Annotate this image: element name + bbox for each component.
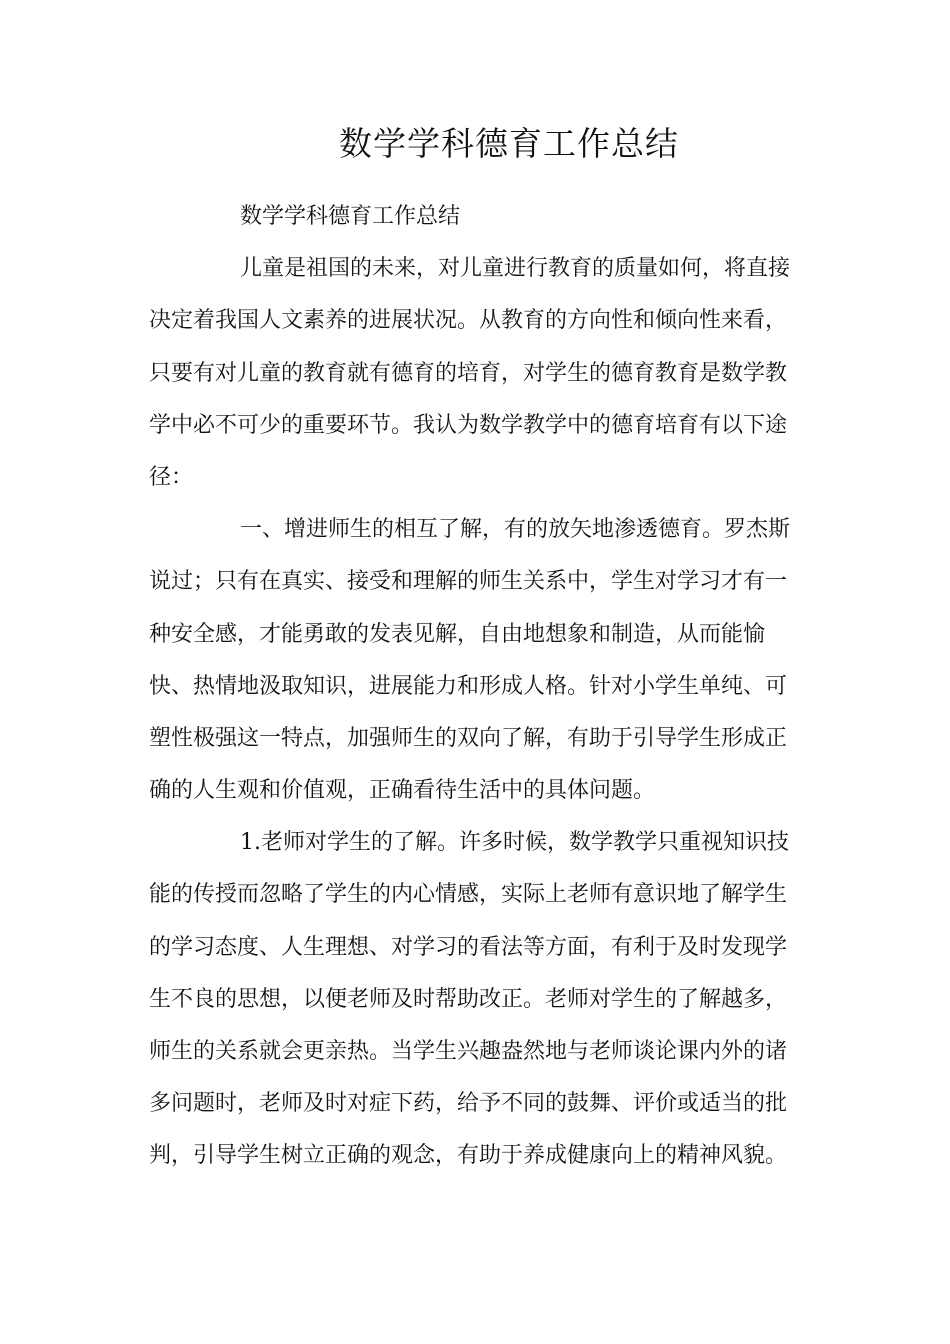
paragraph-line: 确的人生观和价值观，正确看待生活中的具体问题。 xyxy=(149,778,656,804)
paragraph-line: 儿童是祖国的未来，对儿童进行教育的质量如何，将直接 xyxy=(240,256,791,282)
paragraph-line: 塑性极强这一特点，加强师生的双向了解，有助于引导学生形成正 xyxy=(149,725,788,751)
paragraph-line: 径： xyxy=(149,464,194,490)
paragraph-line: 多问题时，老师及时对症下药，给予不同的鼓舞、评价或适当的批 xyxy=(149,1091,788,1117)
paragraph-line: 1.老师对学生的了解。许多时候，数学教学只重视知识技 xyxy=(240,830,789,856)
paragraph-line: 种安全感，才能勇敢的发表见解，自由地想象和制造，从而能愉 xyxy=(149,621,766,647)
paragraph-line: 生不良的思想，以便老师及时帮助改正。老师对学生的了解越多， xyxy=(149,986,788,1012)
paragraph-line: 判，引导学生树立正确的观念，有助于养成健康向上的精神风貌。 xyxy=(149,1143,788,1169)
paragraph-line: 一、增进师生的相互了解，有的放矢地渗透德育。罗杰斯 xyxy=(240,517,791,543)
document-title: 数学学科德育工作总结 xyxy=(339,124,679,163)
paragraph-line: 决定着我国人文素养的进展状况。从教育的方向性和倾向性来看， xyxy=(149,308,788,334)
paragraph-line: 只要有对儿童的教育就有德育的培育，对学生的德育教育是数学教 xyxy=(149,360,788,386)
paragraph-line: 说过；只有在真实、接受和理解的师生关系中，学生对学习才有一 xyxy=(149,569,788,595)
paragraph-line: 快、热情地汲取知识，进展能力和形成人格。针对小学生单纯、可 xyxy=(149,673,788,699)
paragraph-line: 能的传授而忽略了学生的内心情感，实际上老师有意识地了解学生 xyxy=(149,882,788,908)
paragraph-line: 学中必不可少的重要环节。我认为数学教学中的德育培育有以下途 xyxy=(149,412,788,438)
paragraph-line: 师生的关系就会更亲热。当学生兴趣盎然地与老师谈论课内外的诸 xyxy=(149,1039,788,1064)
paragraph-line: 的学习态度、人生理想、对学习的看法等方面，有利于及时发现学 xyxy=(149,934,788,960)
document-body xyxy=(149,191,809,1183)
subtitle-line: 数学学科德育工作总结 xyxy=(240,204,461,229)
